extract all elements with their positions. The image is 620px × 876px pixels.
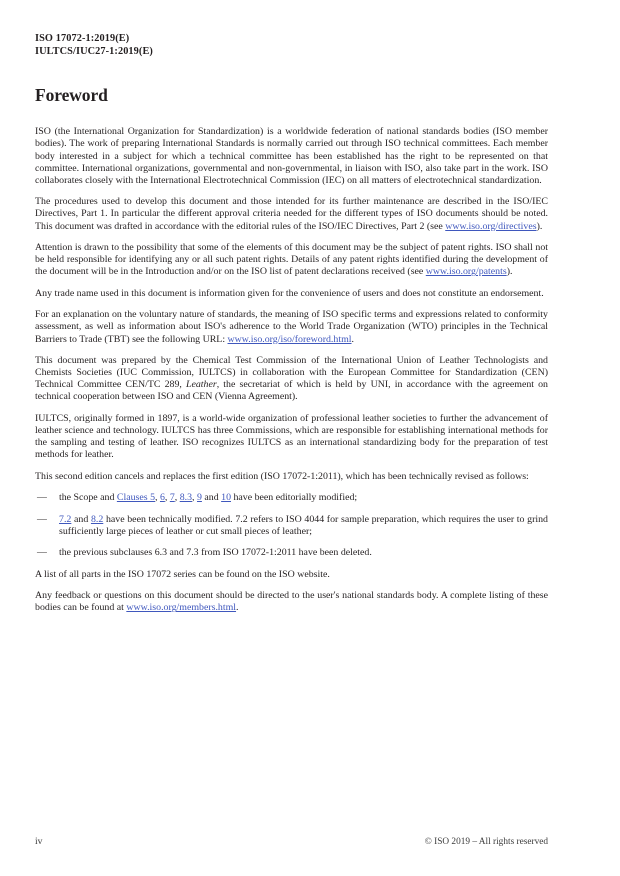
spacer-below-title: [35, 105, 548, 126]
paragraph-feedback-text-after: .: [236, 602, 239, 614]
list-item-sep-5: and: [201, 492, 222, 504]
paragraph-voluntary-text-before: For an explanation on the voluntary nature of standards, the meaning of ISO specific terms and expressions related to conformity assessment, as well as information about ISO's adherence to the World Trade Organization (WTO) principles in the Technical Barriers to Trade (TBT) see the following URL:: [35, 309, 548, 345]
link-clause-8-2[interactable]: 8.2: [90, 513, 104, 525]
paragraph-preparation-body: [35, 355, 548, 404]
list-item-text-a: the Scope and: [59, 492, 117, 504]
italic-term-leather: Leather: [185, 379, 217, 391]
list-item-text-b: have been editorially modified;: [231, 492, 358, 504]
copyright-notice: © ISO 2019 – All rights reserved: [424, 837, 548, 847]
list-item-sep-2: ,: [164, 492, 170, 504]
list-item-sep-3: ,: [174, 492, 180, 504]
list-item-sep-1: and: [71, 513, 91, 525]
link-iso-foreword[interactable]: www.iso.org/iso/foreword.html: [227, 333, 352, 345]
link-clause-9[interactable]: 9: [196, 492, 202, 504]
paragraph-preparation-text-a: This document was prepared by the Chemical Test Commission of the International Union of Leather Technologists and Chemists Societies (IUC Commission, IULTCS) in collaboration with the European Committee for Standardization (CEN) Technical Committee CEN/TC 289,: [35, 355, 548, 391]
paragraph-patent-rights: [35, 242, 548, 278]
paragraph-feedback: [35, 590, 548, 614]
spacer-above-title: [35, 58, 548, 85]
list-dash-icon: —: [37, 492, 47, 504]
list-item-text: the previous subclauses 6.3 and 7.3 from ISO 17072-1:2011 have been deleted.: [59, 547, 372, 559]
paragraph-second-edition: This second edition cancels and replaces the first edition (ISO 17072-1:2011), which has been technically revised as follows:: [35, 470, 529, 482]
link-clause-10[interactable]: 10: [221, 492, 231, 504]
list-item: [35, 547, 548, 559]
revision-list: [35, 492, 548, 559]
paragraph-parts-list: A list of all parts in the ISO 17072 series can be found on the ISO website.: [35, 568, 330, 580]
link-clause-6[interactable]: 6: [159, 492, 165, 504]
link-clause-7-2[interactable]: 7.2: [59, 513, 72, 525]
paragraph-patent-text-after: ).: [506, 266, 513, 278]
link-iso-directives[interactable]: www.iso.org/directives: [445, 220, 537, 232]
paragraph-voluntary-text-after: .: [351, 333, 354, 345]
paragraph-preparation-text-b: , the secretariat of which is held by UNI, in accordance with the agreement on technical cooperation between ISO and CEN (Vienna Agreement).: [35, 379, 548, 403]
list-dash-icon: —: [37, 547, 47, 559]
paragraph-feedback-text-before: Any feedback or questions on this document should be directed to the user's national standards body. A complete listing of these bodies can be found at: [35, 590, 548, 614]
list-item-text-b: have been technically modified. 7.2 refers to ISO 4044 for sample preparation, which requires the user to grind sufficiently large pieces of leather or cut small pieces of leather;: [59, 513, 548, 537]
page-footer: [35, 836, 548, 847]
document-code-block: [35, 33, 548, 58]
document-code-secondary: IULTCS/IUC27-1:2019(E): [35, 45, 153, 57]
list-dash-icon: —: [37, 513, 47, 525]
paragraph-iultcs-history: IULTCS, originally formed in 1897, is a world-wide organization of professional leather societies to further the advancement of leather science and technology. IULTCS has three Commissions, which are responsible for establishing international methods for the sampling and testing of leather. ISO recognizes IULTCS as an international standardizing body for the preparation of test methods for leather.: [35, 412, 548, 461]
paragraph-voluntary-nature: [35, 309, 548, 345]
paragraph-patent-text-before: Attention is drawn to the possibility that some of the elements of this document may be the subject of patent rights. ISO shall not be held responsible for identifying any or all such patent rights. Details of any patent rights identified during the development of the document will be in the Introduction and/or on the ISO list of patent declarations received (see: [35, 242, 548, 278]
link-iso-patents[interactable]: www.iso.org/patents: [425, 266, 507, 278]
list-item-sep-1: ,: [155, 492, 160, 504]
document-code-primary: ISO 17072-1:2019(E): [35, 33, 130, 44]
page-title: Foreword: [35, 85, 108, 106]
list-item-sep-4: ,: [192, 492, 197, 504]
paragraph-procedures-text-after: ).: [536, 220, 543, 232]
paragraph-procedures: [35, 196, 548, 232]
paragraph-iso-description: ISO (the International Organization for Standardization) is a worldwide federation of national standards bodies (ISO member bodies). The work of preparing International Standards is normally carried out through ISO technical committees. Each member body interested in a subject for which a technical committee has been established has the right to be represented on that committee. International organizations, governmental and non-governmental, in liaison with ISO, also take part in the work. ISO collaborates closely with the International Electrotechnical Commission (IEC) on all matters of electrotechnical standardization.: [35, 126, 548, 186]
link-clauses-5[interactable]: Clauses 5: [116, 492, 156, 504]
list-item: [35, 492, 548, 504]
page-number: iv: [35, 836, 43, 847]
page-content: [35, 33, 548, 624]
paragraph-trade-name: Any trade name used in this document is information given for the convenience of users and does not constitute an endorsement.: [35, 287, 544, 299]
link-clause-7[interactable]: 7: [169, 492, 175, 504]
link-iso-members[interactable]: www.iso.org/members.html: [126, 602, 237, 614]
link-clause-8-3[interactable]: 8.3: [179, 492, 193, 504]
paragraph-procedures-text-before: The procedures used to develop this document and those intended for its further maintenance are described in the ISO/IEC Directives, Part 1. In particular the different approval criteria needed for the different types of ISO documents should be noted. This document was drafted in accordance with the editorial rules of the ISO/IEC Directives, Part 2 (see: [35, 196, 548, 232]
list-item: [35, 514, 548, 538]
